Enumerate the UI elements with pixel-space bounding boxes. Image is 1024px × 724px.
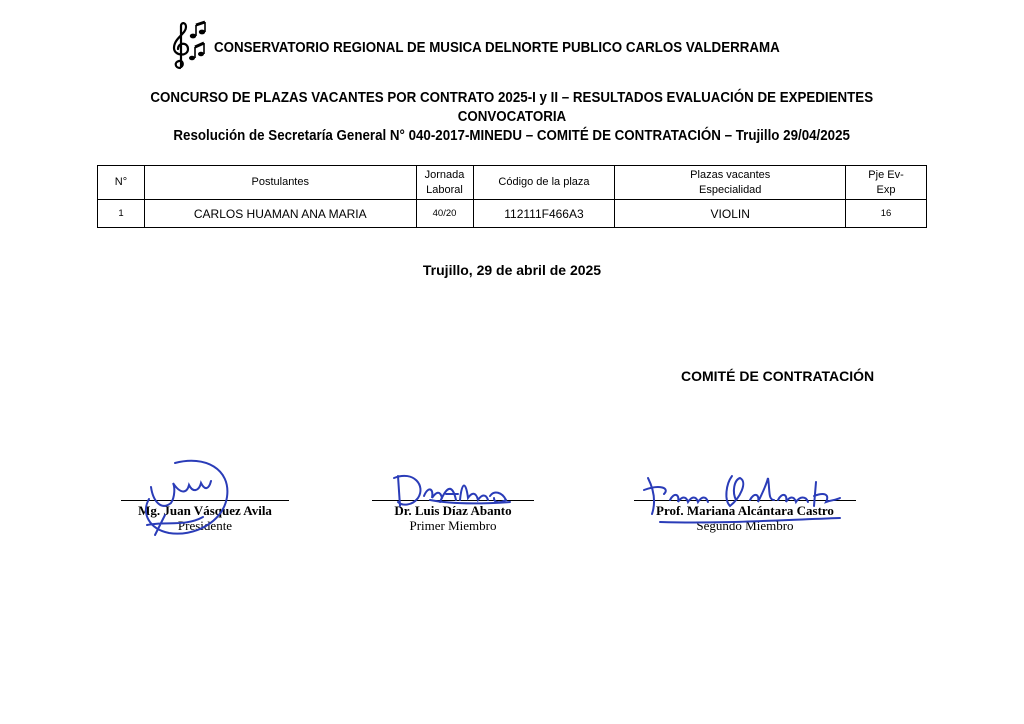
- signature-line: [372, 500, 534, 501]
- results-table: [97, 165, 927, 228]
- row-position-code: 112111F466A3: [473, 200, 615, 228]
- table-row: [98, 200, 927, 228]
- contest-title: CONCURSO DE PLAZAS VACANTES POR CONTRATO 2025-I y II – RESULTADOS EVALUACIÓN DE EXPEDIENTES: [150, 90, 874, 106]
- signature-block-president: [121, 500, 289, 534]
- row-specialty: VIOLIN: [615, 200, 846, 228]
- resolution-line: Resolución de Secretaría General N° 040-2017-MINEDU – COMITÉ DE CONTRATACIÓN – Trujillo 29/04/2025: [173, 128, 851, 144]
- header-vacancies: Plazas vacantes Especialidad: [615, 166, 846, 200]
- date-line: Trujillo, 29 de abril de 2025: [422, 262, 602, 278]
- signature-block-second-member: [634, 500, 856, 534]
- signature-line: [634, 500, 856, 501]
- row-applicant: CARLOS HUAMAN ANA MARIA: [144, 200, 416, 228]
- signatory-role: Segundo Miembro: [696, 518, 794, 533]
- signatory-name: Dr. Luis Díaz Abanto: [394, 503, 512, 518]
- header-number: N°: [98, 166, 145, 200]
- signatory-name: Prof. Mariana Alcántara Castro: [656, 503, 834, 518]
- signatory-role: Primer Miembro: [409, 518, 497, 533]
- treble-clef-music-notes-icon: [166, 20, 210, 72]
- row-workday: 40/20: [416, 200, 473, 228]
- call-label: CONVOCATORIA: [457, 109, 567, 125]
- row-score: 16: [846, 200, 927, 228]
- table-header-row: [98, 166, 927, 200]
- signature-line: [121, 500, 289, 501]
- header-score: Pje Ev- Exp: [846, 166, 927, 200]
- header-workday: Jornada Laboral: [416, 166, 473, 200]
- header-position-code: Código de la plaza: [473, 166, 615, 200]
- row-number: 1: [98, 200, 145, 228]
- signatory-name: Mg. Juan Vásquez Avila: [138, 503, 272, 518]
- signature-block-first-member: [372, 500, 534, 534]
- institution-title: CONSERVATORIO REGIONAL DE MUSICA DELNORTE PUBLICO CARLOS VALDERRAMA: [214, 40, 780, 56]
- signatory-role: Presidente: [177, 518, 233, 533]
- committee-title: COMITÉ DE CONTRATACIÓN: [681, 368, 875, 384]
- header-applicants: Postulantes: [144, 166, 416, 200]
